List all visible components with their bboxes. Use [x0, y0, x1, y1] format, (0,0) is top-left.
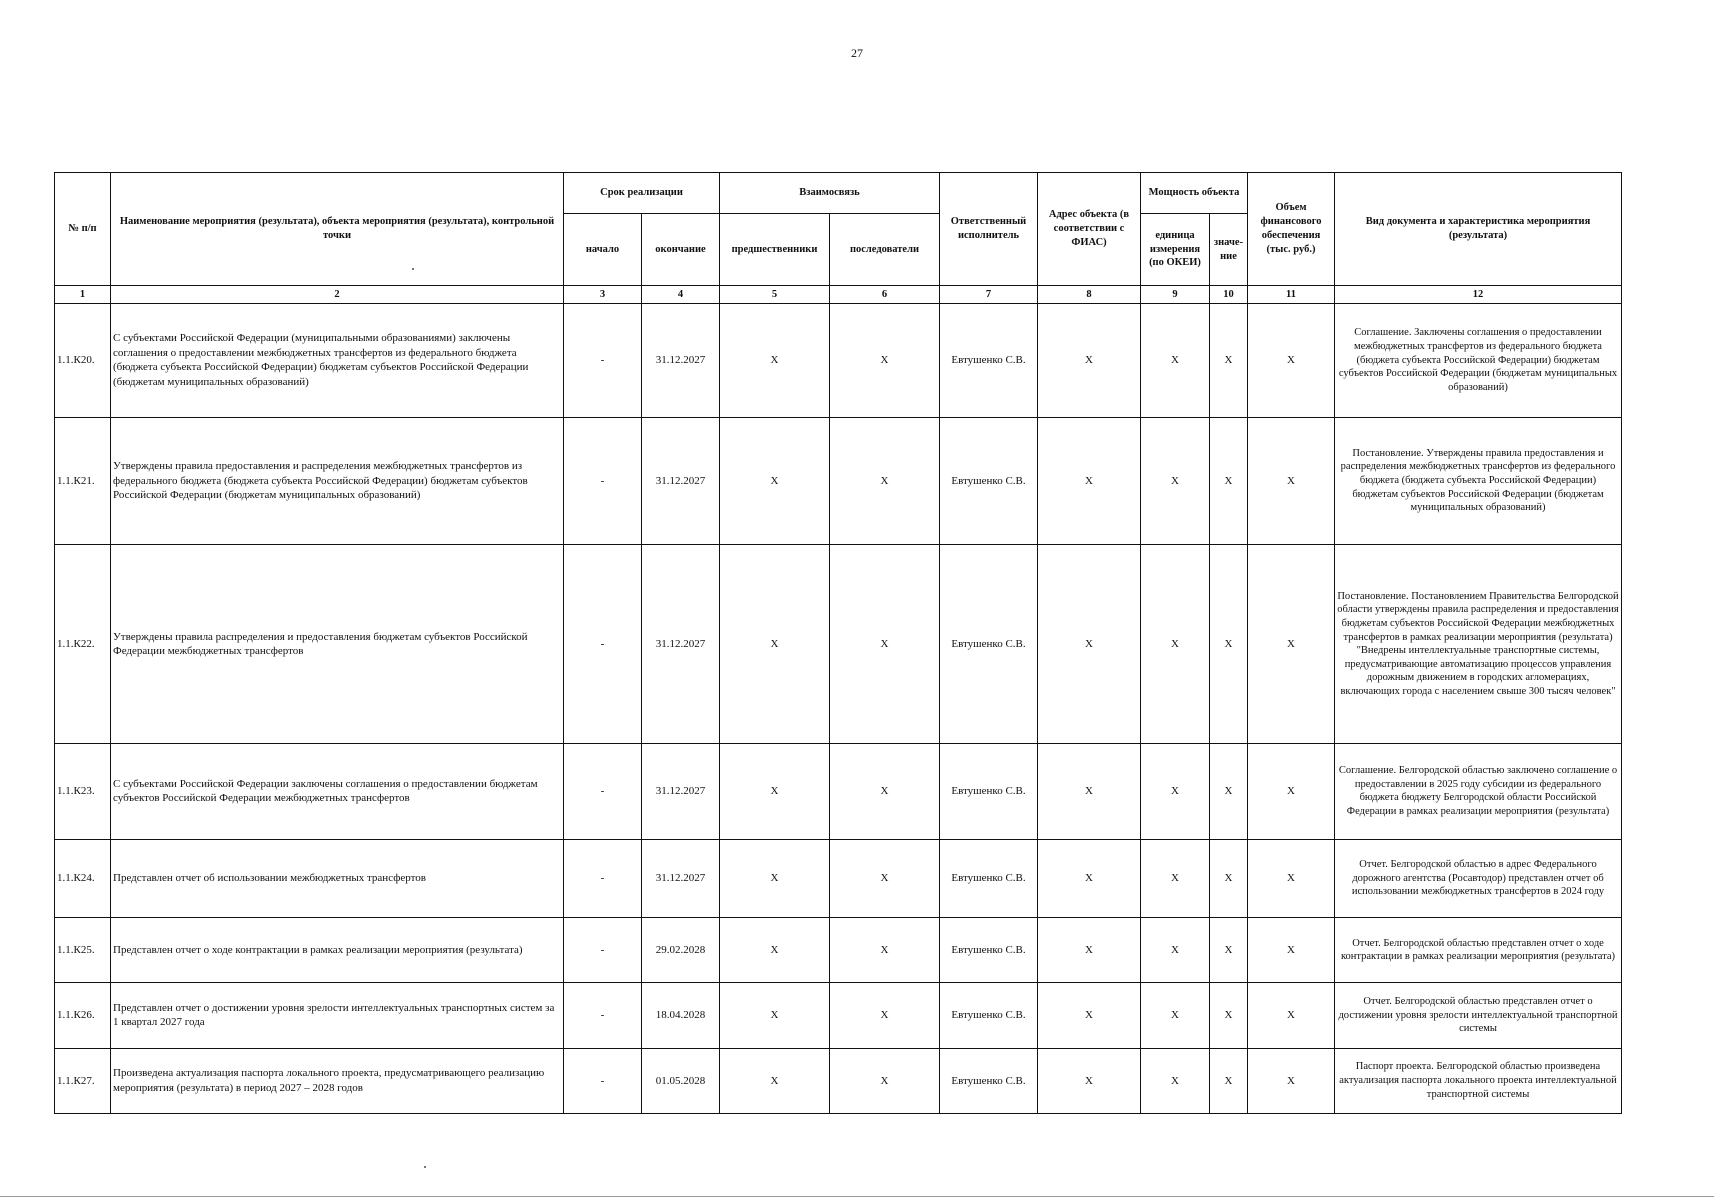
row-name: Утверждены правила предоставления и распределения межбюджетных трансфертов из федерального бюджета (бюджета субъекта Российской Федерации) бюджетам субъектов Российской Федерации (бюджетам муниципальных образований)	[111, 417, 564, 545]
row-name: С субъектами Российской Федерации заключены соглашения о предоставлении бюджетам субъектов Российской Федерации межбюджетных трансфертов	[111, 744, 564, 839]
row-value: X	[1210, 918, 1248, 983]
row-unit: X	[1141, 1048, 1210, 1113]
row-address: X	[1038, 545, 1141, 744]
scan-speck	[424, 1166, 426, 1168]
row-value: X	[1210, 983, 1248, 1048]
row-end-date: 31.12.2027	[642, 545, 720, 744]
row-unit: X	[1141, 417, 1210, 545]
row-end-date: 18.04.2028	[642, 983, 720, 1048]
row-start-date: -	[564, 918, 642, 983]
row-value: X	[1210, 417, 1248, 545]
row-finance: X	[1248, 304, 1335, 418]
row-address: X	[1038, 417, 1141, 545]
row-doc-description: Отчет. Белгородской областью в адрес Федерального дорожного агентства (Росавтодор) представлен отчет об использовании межбюджетных трансфертов в 2024 году	[1335, 839, 1622, 917]
row-successors: X	[830, 744, 940, 839]
row-unit: X	[1141, 918, 1210, 983]
row-predecessors: X	[720, 839, 830, 917]
row-name: Произведена актуализация паспорта локального проекта, предусматривающего реализацию мероприятия (результата) в период 2027 – 2028 годов	[111, 1048, 564, 1113]
row-responsible: Евтушенко С.В.	[940, 744, 1038, 839]
row-end-date: 31.12.2027	[642, 304, 720, 418]
header-address: Адрес объекта (в соответствии с ФИАС)	[1038, 173, 1141, 286]
row-finance: X	[1248, 983, 1335, 1048]
row-unit: X	[1141, 983, 1210, 1048]
scan-speck	[412, 268, 414, 270]
row-name: Утверждены правила распределения и предоставления бюджетам субъектов Российской Федерации межбюджетных трансфертов	[111, 545, 564, 744]
header-num: № п/п	[55, 173, 111, 286]
row-unit: X	[1141, 304, 1210, 418]
column-number: 4	[642, 286, 720, 304]
header-value: значе-ние	[1210, 214, 1248, 286]
header-responsible: Ответственный исполнитель	[940, 173, 1038, 286]
row-doc-description: Соглашение. Белгородской областью заключено соглашение о предоставлении в 2025 году субсидии из федерального бюджета бюджету Белгородской области Российской Федерации в рамках реализации мероприятия (результата)	[1335, 744, 1622, 839]
row-end-date: 31.12.2027	[642, 744, 720, 839]
row-responsible: Евтушенко С.В.	[940, 918, 1038, 983]
column-number: 3	[564, 286, 642, 304]
row-code: 1.1.К22.	[55, 545, 111, 744]
row-responsible: Евтушенко С.В.	[940, 417, 1038, 545]
row-predecessors: X	[720, 545, 830, 744]
row-code: 1.1.К27.	[55, 1048, 111, 1113]
row-successors: X	[830, 417, 940, 545]
table-row	[55, 983, 1622, 1048]
row-end-date: 31.12.2027	[642, 839, 720, 917]
row-responsible: Евтушенко С.В.	[940, 839, 1038, 917]
table-row	[55, 1048, 1622, 1113]
column-number: 2	[111, 286, 564, 304]
header-successors: последователи	[830, 214, 940, 286]
row-successors: X	[830, 1048, 940, 1113]
row-doc-description: Постановление. Утверждены правила предоставления и распределения межбюджетных трансфертов из федерального бюджета (бюджета субъекта Российской Федерации) бюджетам субъектов Российской Федерации (бюджетам муниципальных образований)	[1335, 417, 1622, 545]
row-unit: X	[1141, 839, 1210, 917]
row-name: Представлен отчет о ходе контрактации в рамках реализации мероприятия (результата)	[111, 918, 564, 983]
row-code: 1.1.К20.	[55, 304, 111, 418]
row-finance: X	[1248, 1048, 1335, 1113]
row-name: С субъектами Российской Федерации (муниципальными образованиями) заключены соглашения о предоставлении межбюджетных трансфертов из федерального бюджета (бюджета субъекта Российской Федерации) бюджетам субъектов Российской Федерации (бюджетам муниципальных образований)	[111, 304, 564, 418]
row-start-date: -	[564, 304, 642, 418]
column-number: 7	[940, 286, 1038, 304]
row-value: X	[1210, 1048, 1248, 1113]
row-predecessors: X	[720, 918, 830, 983]
table-row	[55, 304, 1622, 418]
table-row	[55, 417, 1622, 545]
header-term-end: окончание	[642, 214, 720, 286]
row-start-date: -	[564, 417, 642, 545]
row-end-date: 29.02.2028	[642, 918, 720, 983]
row-successors: X	[830, 304, 940, 418]
table-row	[55, 839, 1622, 917]
row-finance: X	[1248, 417, 1335, 545]
row-name: Представлен отчет о достижении уровня зрелости интеллектуальных транспортных систем за 1 квартал 2027 года	[111, 983, 564, 1048]
row-unit: X	[1141, 545, 1210, 744]
row-address: X	[1038, 1048, 1141, 1113]
row-responsible: Евтушенко С.В.	[940, 983, 1038, 1048]
row-address: X	[1038, 918, 1141, 983]
row-predecessors: X	[720, 1048, 830, 1113]
column-number: 12	[1335, 286, 1622, 304]
row-predecessors: X	[720, 417, 830, 545]
row-value: X	[1210, 545, 1248, 744]
row-code: 1.1.К21.	[55, 417, 111, 545]
row-start-date: -	[564, 983, 642, 1048]
row-address: X	[1038, 839, 1141, 917]
column-numbers-row	[55, 286, 1622, 304]
row-start-date: -	[564, 744, 642, 839]
row-code: 1.1.К25.	[55, 918, 111, 983]
row-responsible: Евтушенко С.В.	[940, 304, 1038, 418]
header-term-start: начало	[564, 214, 642, 286]
column-number: 10	[1210, 286, 1248, 304]
header-unit: единица измерения (по ОКЕИ)	[1141, 214, 1210, 286]
row-code: 1.1.К26.	[55, 983, 111, 1048]
column-number: 6	[830, 286, 940, 304]
row-end-date: 01.05.2028	[642, 1048, 720, 1113]
column-number: 1	[55, 286, 111, 304]
row-predecessors: X	[720, 983, 830, 1048]
header-name: Наименование мероприятия (результата), объекта мероприятия (результата), контрольной точки	[111, 173, 564, 286]
row-code: 1.1.К24.	[55, 839, 111, 917]
row-doc-description: Паспорт проекта. Белгородской областью произведена актуализация паспорта локального проекта интеллектуальной транспортной системы	[1335, 1048, 1622, 1113]
row-successors: X	[830, 983, 940, 1048]
row-start-date: -	[564, 839, 642, 917]
row-successors: X	[830, 918, 940, 983]
row-address: X	[1038, 744, 1141, 839]
header-predecessors: предшественники	[720, 214, 830, 286]
header-doc: Вид документа и характеристика мероприятия (результата)	[1335, 173, 1622, 286]
row-finance: X	[1248, 839, 1335, 917]
column-number: 8	[1038, 286, 1141, 304]
row-value: X	[1210, 304, 1248, 418]
row-start-date: -	[564, 545, 642, 744]
row-doc-description: Отчет. Белгородской областью представлен отчет о достижении уровня зрелости интеллектуальной транспортной системы	[1335, 983, 1622, 1048]
row-doc-description: Постановление. Постановлением Правительства Белгородской области утверждены правила распределения и предоставления бюджетам субъектов Российской Федерации межбюджетных трансфертов в рамках реализации мероприятия (результата) "Внедрены интеллектуальные транспортные системы, предусматривающие автоматизацию процессов управления дорожным движением в городских агломерациях, включающих города с населением свыше 300 тысяч человек"	[1335, 545, 1622, 744]
row-address: X	[1038, 304, 1141, 418]
header-term-group: Срок реализации	[564, 173, 720, 214]
row-predecessors: X	[720, 304, 830, 418]
table-row	[55, 545, 1622, 744]
row-name: Представлен отчет об использовании межбюджетных трансфертов	[111, 839, 564, 917]
header-link-group: Взаимосвязь	[720, 173, 940, 214]
scan-edge-line	[0, 1196, 1714, 1197]
table-row	[55, 918, 1622, 983]
row-finance: X	[1248, 918, 1335, 983]
header-finance: Объем финансового обеспечения (тыс. руб.)	[1248, 173, 1335, 286]
row-value: X	[1210, 839, 1248, 917]
row-finance: X	[1248, 744, 1335, 839]
row-value: X	[1210, 744, 1248, 839]
row-doc-description: Отчет. Белгородской областью представлен отчет о ходе контрактации в рамках реализации мероприятия (результата)	[1335, 918, 1622, 983]
header-capacity-group: Мощность объекта	[1141, 173, 1248, 214]
activities-table	[54, 172, 1622, 1114]
page-number: 27	[851, 46, 863, 60]
row-start-date: -	[564, 1048, 642, 1113]
row-code: 1.1.К23.	[55, 744, 111, 839]
row-finance: X	[1248, 545, 1335, 744]
column-number: 9	[1141, 286, 1210, 304]
row-successors: X	[830, 839, 940, 917]
row-end-date: 31.12.2027	[642, 417, 720, 545]
row-predecessors: X	[720, 744, 830, 839]
row-address: X	[1038, 983, 1141, 1048]
row-unit: X	[1141, 744, 1210, 839]
row-successors: X	[830, 545, 940, 744]
row-doc-description: Соглашение. Заключены соглашения о предоставлении межбюджетных трансфертов из федерального бюджета (бюджета субъекта Российской Федерации) бюджетам субъектов Российской Федерации (бюджетам муниципальных образований)	[1335, 304, 1622, 418]
table-row	[55, 744, 1622, 839]
row-responsible: Евтушенко С.В.	[940, 1048, 1038, 1113]
column-number: 11	[1248, 286, 1335, 304]
column-number: 5	[720, 286, 830, 304]
row-responsible: Евтушенко С.В.	[940, 545, 1038, 744]
